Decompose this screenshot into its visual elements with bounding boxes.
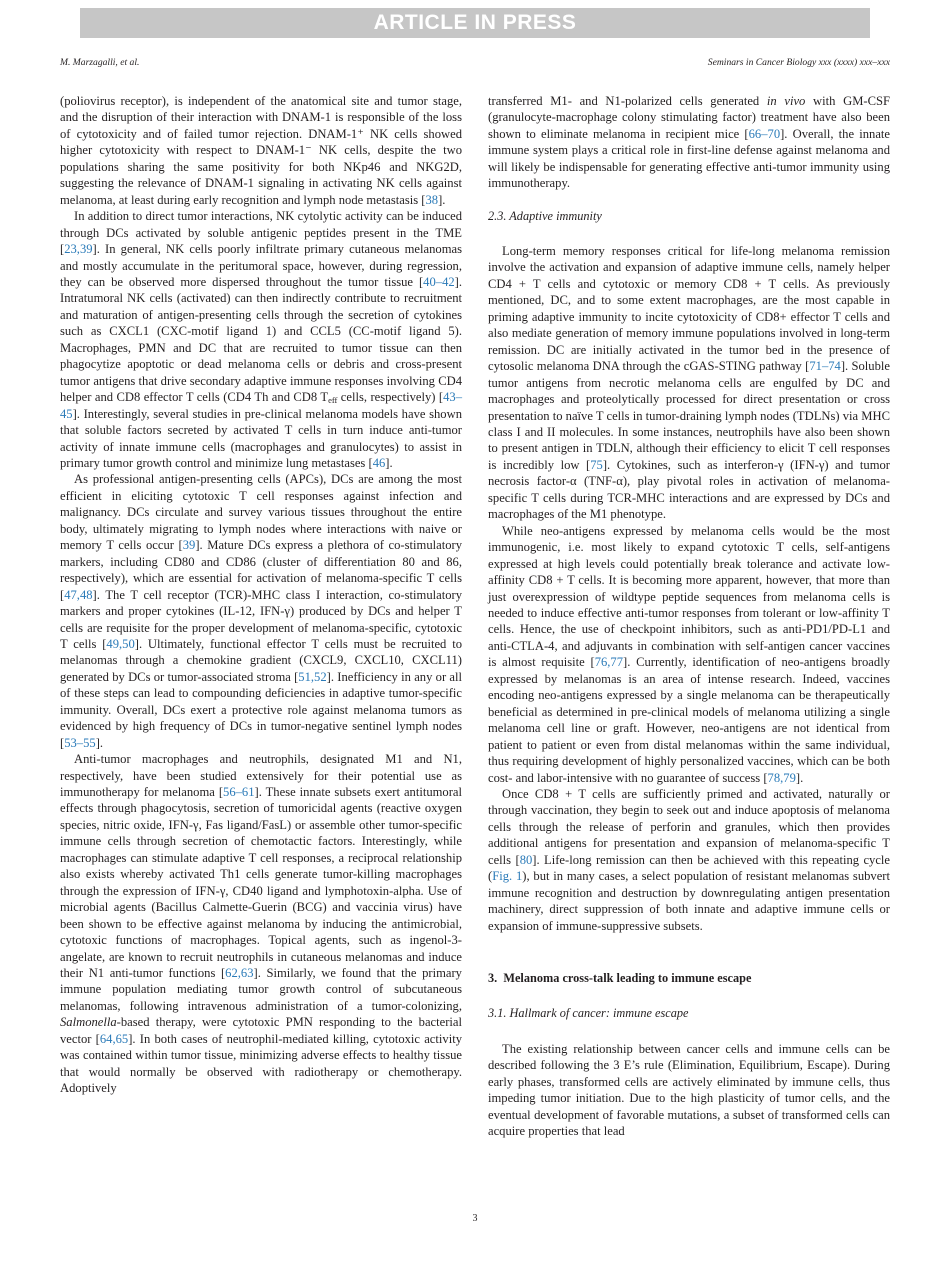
section-heading-immune-escape: 3. Melanoma cross-talk leading to immune escape (488, 971, 752, 985)
left-column (60, 93, 462, 1097)
citation-link[interactable]: 39 (182, 538, 196, 553)
paragraph: (poliovirus receptor), is independent of the anatomical site and tumor stage, and the disruption of their interaction with DNAM-1 is responsible of the loss of cytotoxicity and of failed tumor rejection. DNAM-1⁺ NK cells showed higher cytotoxicity with respect to DNAM-1⁻ NK cells, despite the two populations sharing the same positivity for both NKp46 and NKG2D, suggesting the relevance of DNAM-1 signaling in activating NK cells against melanoma, at least during early recognition and lymph node metastasis [38]. (60, 94, 462, 207)
article-in-press-banner: ARTICLE IN PRESS (80, 8, 870, 38)
immune-escape-section (488, 1041, 890, 1140)
citation-link[interactable]: 53–55 (64, 735, 96, 750)
paragraph: The existing relationship between cancer cells and immune cells can be described following the 3 E’s rule (Elimination, Equilibrium, Escape). During early phases, transformed cells are actively eliminated by immune cells, thus impeding tumor initiation. Due to the high plasticity of tumor cells, and the eventual development of favorable mutations, a subset of transformed cells can acquire properties that lead (488, 1042, 890, 1139)
paragraph: Long-term memory responses critical for life-long melanoma remission involve the activation and expansion of adaptive immune cells, namely helper CD4 + T cells and cytotoxic or memory CD8 + T cells. As previously mentioned, DC, and to some extent macrophages, are the most capable in priming adaptive immunity to incite cytotoxicity of CD8+ effector T cells and also mediate generation of memory immune populations involved in long-term remission. DC are initially activated in the tumor bed in the presence of cytosolic melanoma DNA through the cGAS-STING pathway [71–74]. Soluble tumor antigens from necrotic melanoma cells are engulfed by DC and macrophages and proteolytically processed for direct presentation or cross presentation to naïve T cells in tumor-draining lymph nodes (TDLNs) via MHC class I and II molecules. In some instances, neutrophils have also been shown to present antigen in TDLN, although their efficiency to elicit T cell responses is incredibly low [75]. Cytokines, such as interferon-γ (IFN-γ) and tumor necrosis factor-α (TNF-α), play pivotal roles in activation of melanoma-specific T cells during TCR-MHC interactions and are expressed by DCs and macrophages of the M1 phenotype. (488, 244, 890, 522)
citation-link[interactable]: 75 (590, 457, 603, 472)
citation-link[interactable]: 78,79 (767, 770, 796, 785)
citation-link[interactable]: 56–61 (223, 785, 255, 800)
citation-link[interactable]: 66–70 (748, 126, 781, 141)
paragraph: While neo-antigens expressed by melanoma cells would be the most immunogenic, i.e. most likely to expand cytotoxic T cells, self-antigens expressed at high levels could potentially break tolerance and activate low-affinity CD8 + T cells. It is becoming more apparent, however, that more than just overexpression of wildtype peptide sequences from melanoma cells is needed to induce effective anti-tumor responses from tolerant or low-affinity T cells. Hence, the use of checkpoint inhibitors, such as anti-PD1/PD-L1 and anti-CTLA-4, and adjuvants in combination with self-antigen cancer vaccines is almost requisite [76,77]. Currently, identification of neo-antigens broadly expressed by melanomas is an area of intense research. Indeed, vaccines encoding neo-antigens expressed by a single melanoma can be therapeutically beneficial as determined in pre-clinical models of melanoma utilizing a single melanoma cell line or graft. However, neo-antigens are not identical from patient to patient or even from distal melanomas within the same individual, thus requiring development of highly personalized vaccines, which can be both cost- and labor-intensive with no guarantee of success [78,79]. (488, 523, 890, 785)
citation-link[interactable]: 51,52 (298, 669, 327, 684)
paragraph: transferred M1- and N1-polarized cells generated in vivo with GM-CSF (granulocyte-macrophage colony stimulating factor) treatment have also been shown to eliminate melanoma in recipient mice [66–70]. Overall, the innate immune system plays a critical role in first-line defense against melanoma and will likely be indispensable for generating effective anti-tumor immunity using immunotherapy. (488, 94, 890, 191)
citation-link[interactable]: 43–45 (60, 390, 462, 421)
section-heading-adaptive-immunity: 2.3. Adaptive immunity (488, 209, 602, 223)
paragraph: Once CD8 + T cells are sufficiently primed and activated, naturally or through vaccination, they begin to seek out and induce apoptosis of melanoma cells through the release of perforin and granules, which then provides additional antigens for presentation and expansion of melanoma-specific T cells [80]. Life-long remission can then be achieved with this repeating cycle (Fig. 1), but in many cases, a select population of resistant melanomas subvert immune recognition and destruction by downregulating antigen presentation machinery, direct suppression of both innate and adaptive immune cells or expansion of immune-suppressive subsets. (488, 786, 891, 933)
subsection-heading-hallmark: 3.1. Hallmark of cancer: immune escape (488, 1006, 689, 1020)
citation-link[interactable]: 76,77 (594, 655, 624, 670)
figure-link[interactable]: Fig. 1 (492, 869, 523, 884)
running-head-authors: M. Marzagalli, et al. (60, 57, 140, 68)
citation-link[interactable]: 64,65 (99, 1031, 129, 1046)
paragraph: In addition to direct tumor interactions, NK cytolytic activity can be induced through DCs activated by soluble antigenic peptides present in the TME [23,39]. In general, NK cells poorly infiltrate primary cutaneous melanomas and mostly accumulate in the peritumoral space, however, during regression, they can be observed more dispersed throughout the tumor tissue [40–42]. Intratumoral NK cells (activated) can then indirectly contribute to recruitment and maturation of antigen-presenting cells through the secretion of cytokines such as CXCL1 (CXC-motif ligand 1) and CCL5 (CC-motif ligand 5). Macrophages, PMN and DC that are recruited to tumor tissue can then phagocytize apoptotic or dead melanoma cells or debris and cross-present tumor antigens that drive secondary adaptive immune responses involving CD4 helper and CD8 effector T cells (CD4 Th and CD8 $T_{eff}$ cells, respectively) [43–45]. Interestingly, several studies in pre-clinical melanoma models have shown that soluble factors secreted by activated T cells in turn induce anti-tumor activity of innate immune cells (macrophages and granulocytes) to assist in primary tumor growth control and minimize lung metastases [46]. (60, 209, 462, 470)
citation-link[interactable]: 47,48 (64, 587, 93, 602)
citation-link[interactable]: 38 (425, 192, 439, 207)
citation-link[interactable]: 71–74 (809, 359, 841, 374)
citation-link[interactable]: 23,39 (64, 242, 93, 257)
citation-link[interactable]: 80 (519, 852, 533, 867)
citation-link[interactable]: 49,50 (106, 636, 135, 651)
right-column-continuation (488, 93, 890, 192)
adaptive-immunity-section (488, 243, 890, 934)
citation-link[interactable]: 40–42 (423, 274, 455, 289)
paragraph: Anti-tumor macrophages and neutrophils, designated M1 and N1, respectively, have been studied extensively for their potential use as immunotherapy for melanoma [56–61]. These innate subsets exert antitumoral effects through phagocytosis, secretion of tumoricidal agents (reactive oxygen species, nitric oxide, IFN-γ, Fas ligand/FasL) or assemble other tumor-specific immune cells through secretion of chemotactic factors. Interestingly, while macrophages can stimulate adaptive T cell responses, a reciprocal relationship also exists whereby activated Th1 cells generate tumor-killing macrophages through the expression of IFN-γ, CD40 ligand and lymphotoxin-alpha. Use of microbial agents (Bacillus Calmette-Guerin (BCG) and vaccinia virus) have been shown to be effective against melanoma by inducing the antimicrobial, cytotoxic functions of macrophages. Topical agents, such as ingenol-3-angelate, are known to recruit neutrophils in cutaneous melanomas and induce their N1 anti-tumor functions [62,63]. Similarly, we found that the primary immune population mediating tumor growth control of subcutaneous melanomas, following intravenous administration of a tumor-colonizing, Salmonella-based therapy, were cytotoxic PMN responding to the bacterial vector [64,65]. In both cases of neutrophil-mediated killing, cytotoxic activity was contained within tumor tissue, minimizing adverse effects to healthy tissue that would normally be observed with radiotherapy or chemotherapy. Adoptively (60, 752, 462, 1096)
running-head-journal: Seminars in Cancer Biology xxx (xxxx) xxx–xxx (707, 57, 890, 68)
citation-link[interactable]: 46 (372, 455, 386, 470)
paragraph: As professional antigen-presenting cells (APCs), DCs are among the most efficient in eliciting cytotoxic T cell responses against infection and malignancy. DCs circulate and survey various tissues throughout the entire body, ultimately migrating to lymph nodes where interactions with naive or memory T cells occur [39]. Mature DCs express a plethora of co-stimulatory markers, including CD80 and CD86 (cluster of differentiation 80 and 86, respectively), which are essential for activation of melanoma-specific T cells [47,48]. The T cell receptor (TCR)-MHC class I interaction, co-stimulatory markers and proper cytokines (IL-12, IFN-γ) produced by DCs and helper T cells are requisite for the proper development of melanoma-specific, cytotoxic T cells [49,50]. Ultimately, functional effector T cells must be recruited to melanomas through a chemokine gradient (CXCL9, CXCL10, CXCL11) generated by DCs or tumor-associated stroma [51,52]. Inefficiency in any or all of these steps can lead to compounding deficiencies in adaptive tumor-specific immunity. Overall, DCs exert a protective role against melanoma tumors as evidenced by high frequency of DCs in tumor-negative sentinel lymph nodes [53–55]. (60, 472, 462, 750)
citation-link[interactable]: 62,63 (225, 966, 254, 981)
page-number: 3 (472, 1213, 478, 1224)
